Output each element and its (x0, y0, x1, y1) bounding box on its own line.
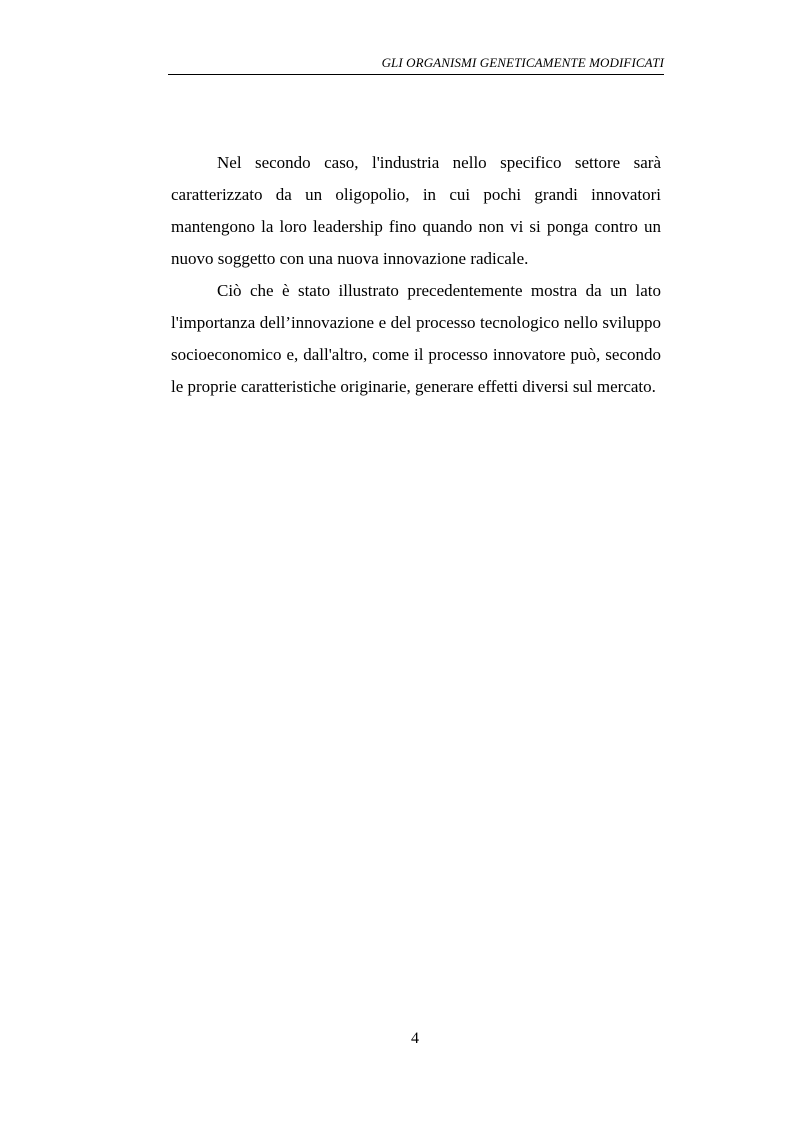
paragraph: Ciò che è stato illustrato precedentemente mostra da un lato l'importanza dell’innovazione e del processo tecnologico nello sviluppo socioeconomico e, dall'altro, come il processo innovatore può, secondo le proprie caratteristiche originarie, generare effetti diversi sul mercato. (171, 281, 661, 396)
paragraph: Nel secondo caso, l'industria nello specifico settore sarà caratterizzato da un oligopolio, in cui pochi grandi innovatori mantengono la loro leadership fino quando non vi si ponga contro un nuovo soggetto con una nuova innovazione radicale. (171, 153, 661, 268)
page-number: 4 (411, 1030, 419, 1047)
body-text (171, 147, 661, 403)
header-divider (168, 74, 664, 75)
running-header-title: GLI ORGANISMI GENETICAMENTE MODIFICATI (381, 55, 664, 70)
